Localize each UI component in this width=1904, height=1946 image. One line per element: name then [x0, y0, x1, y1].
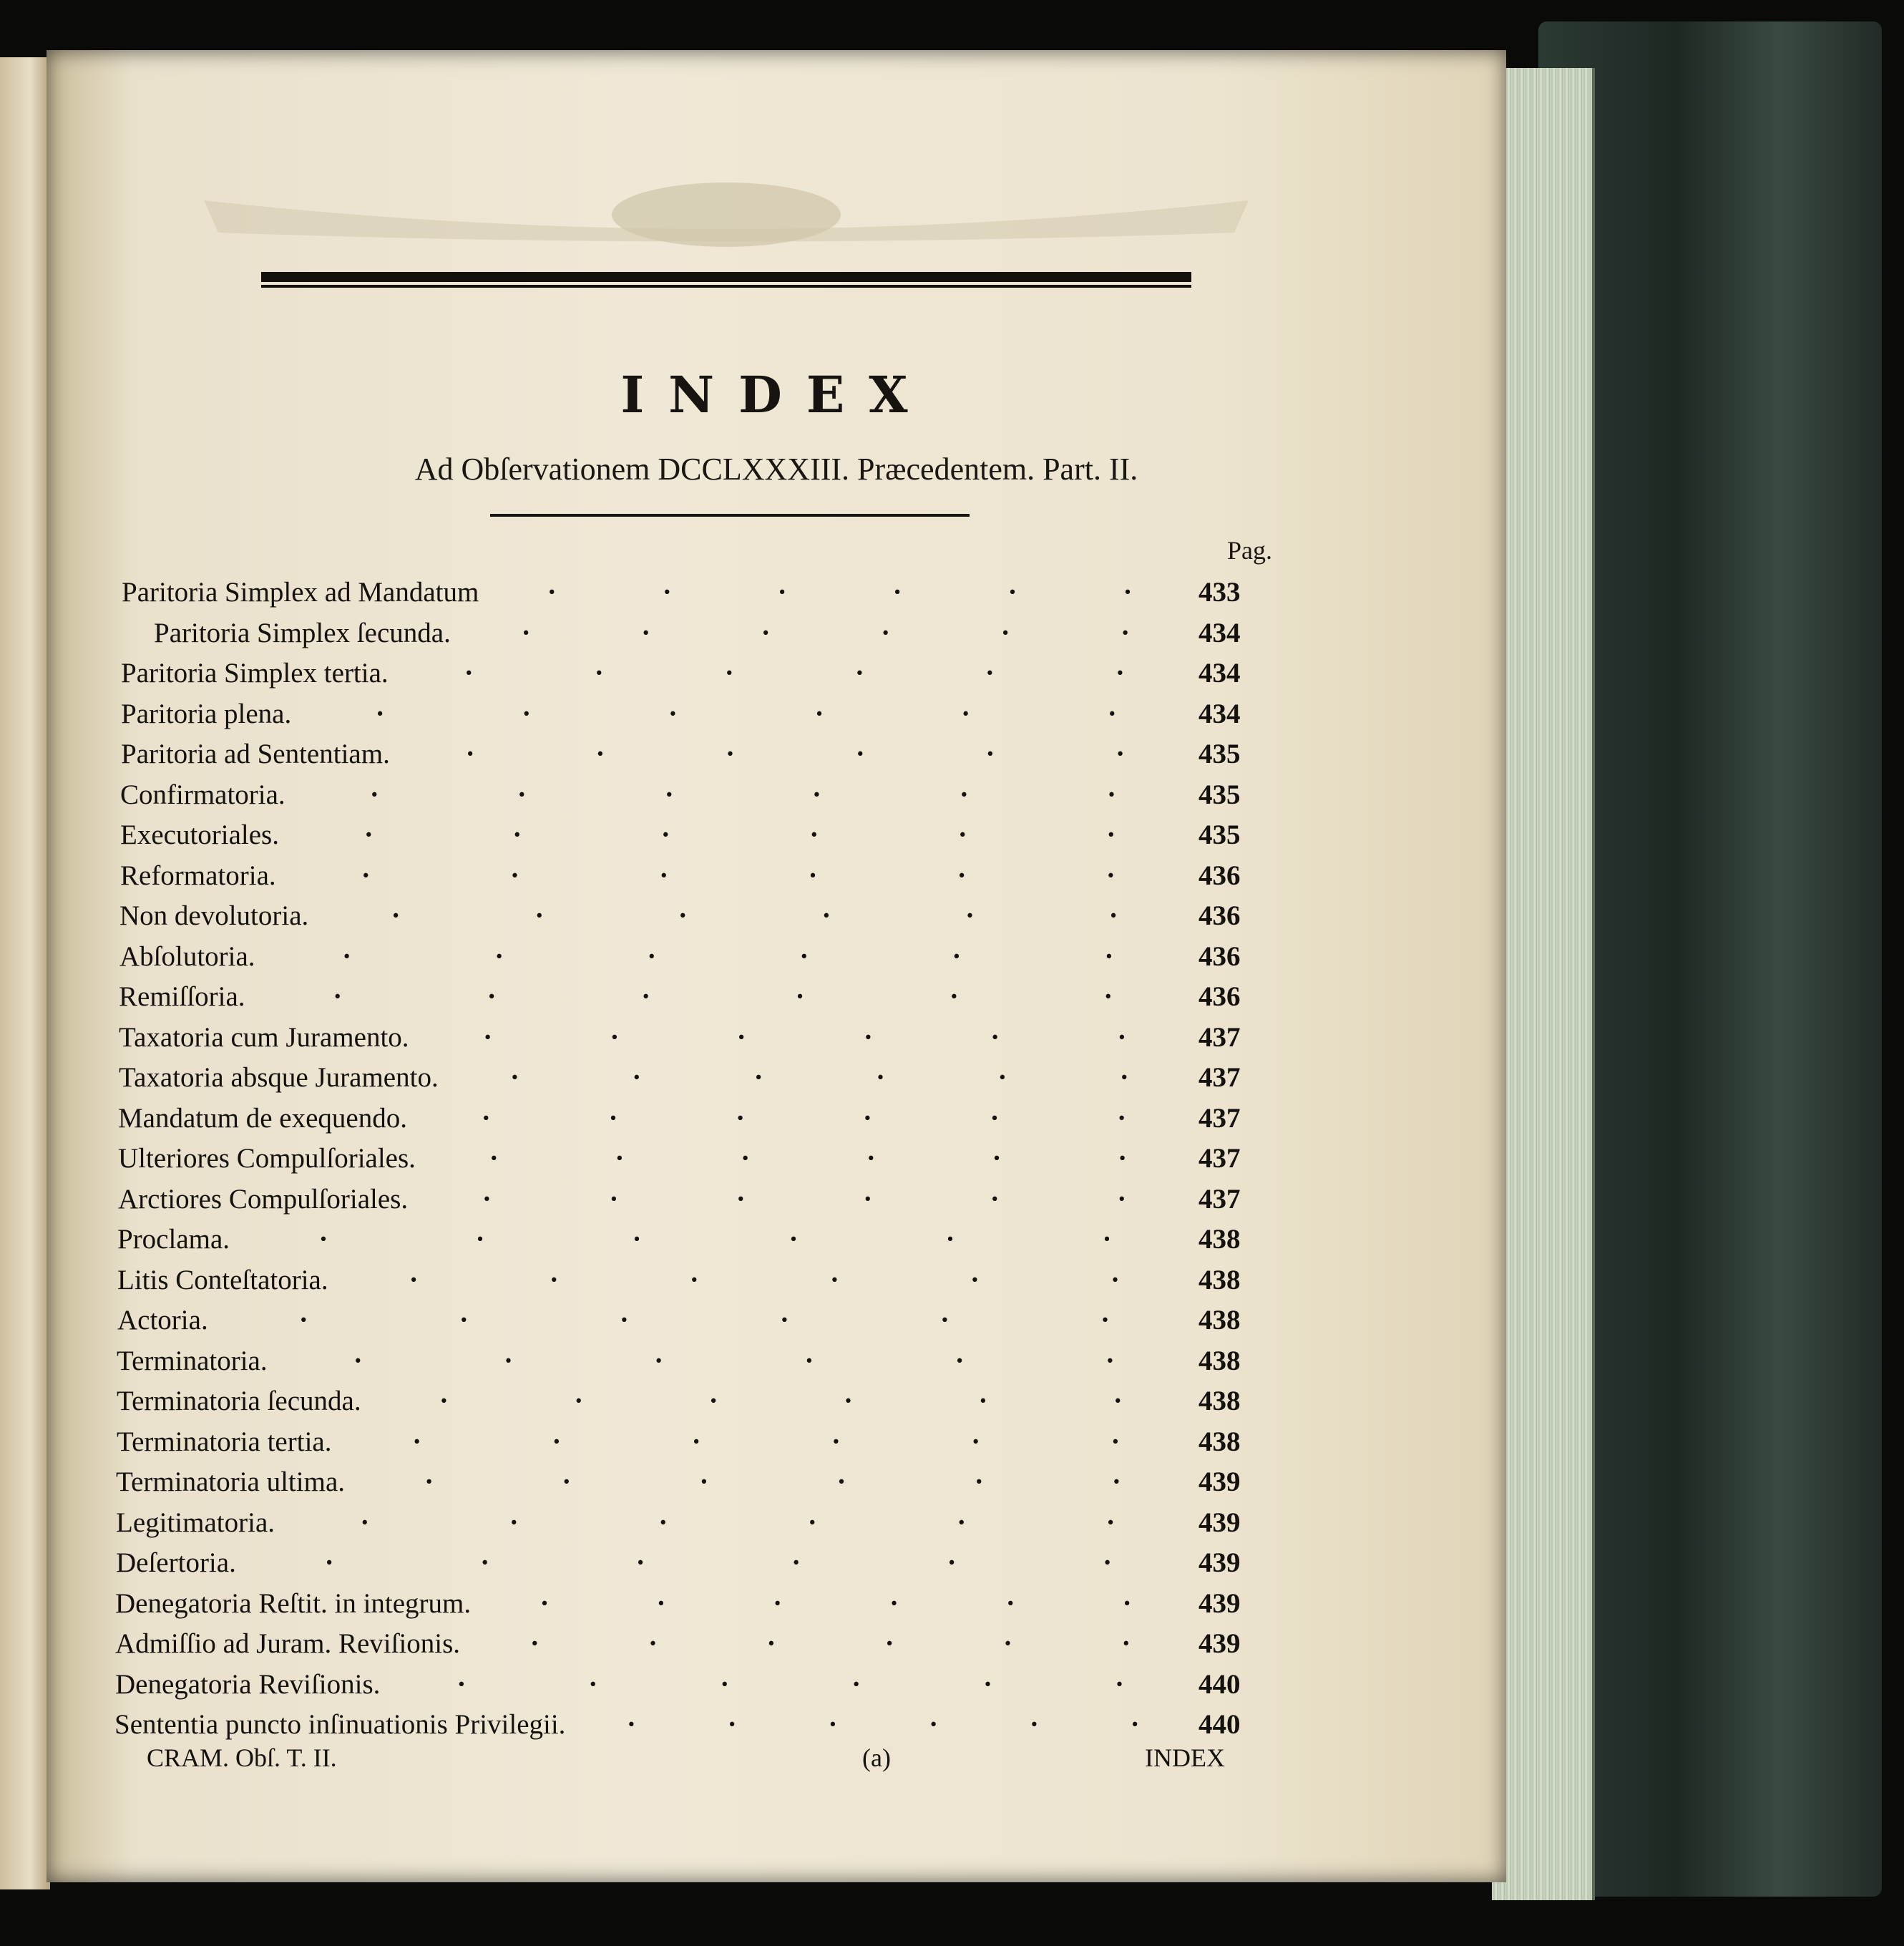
sheet-mark: (a): [862, 1743, 891, 1772]
index-entry: [119, 1021, 1256, 1061]
index-entry: [122, 576, 1256, 616]
index-entry: [116, 1507, 1256, 1547]
entry-page-number: 438: [1198, 1224, 1241, 1255]
page-subtitle: Ad Obſervationem DCCLXXXIII. Præcedentem. Part. II.: [414, 452, 1138, 487]
index-entry: [115, 1668, 1256, 1708]
entry-page-number: 438: [1198, 1265, 1241, 1295]
entry-label: Taxatoria cum Juramento.: [119, 1022, 409, 1053]
leader-dots: · · · · · ·: [626, 1709, 1140, 1740]
leader-dots: · · · · · ·: [481, 1103, 1127, 1134]
index-entry: [117, 1426, 1256, 1466]
page-edges: [1492, 68, 1595, 1900]
index-entry: [118, 1142, 1256, 1182]
entry-page-number: 437: [1198, 1103, 1241, 1134]
entry-page-number: 437: [1198, 1184, 1241, 1215]
entry-page-number: 434: [1198, 658, 1241, 689]
leader-dots: · · · · · ·: [424, 1466, 1121, 1497]
entry-page-number: 439: [1198, 1547, 1241, 1578]
entry-page-number: 436: [1198, 900, 1241, 931]
entry-page-number: 437: [1198, 1143, 1241, 1174]
headpiece-ornament: [197, 165, 1256, 301]
index-entry: [121, 698, 1256, 738]
signature-mark: CRAM. Obſ. T. II.: [147, 1743, 337, 1772]
leader-dots: · · · · · ·: [363, 819, 1116, 850]
leader-dots: · · · · · ·: [353, 1346, 1115, 1376]
leader-dots: · · · · · ·: [298, 1305, 1110, 1336]
page-title: INDEX: [620, 365, 932, 424]
leader-dots: · · · · · ·: [375, 699, 1117, 729]
title-rule: [490, 514, 970, 517]
leader-dots: · · · · · ·: [489, 1143, 1128, 1174]
index-entry: [119, 981, 1256, 1021]
index-entry: [117, 1304, 1256, 1344]
index-entry: [118, 1102, 1256, 1142]
entry-label: Paritoria plena.: [121, 699, 292, 729]
index-entry: [121, 738, 1256, 778]
entry-label: Taxatoria absque Juramento.: [119, 1062, 439, 1093]
leader-dots: · · · · · ·: [360, 1507, 1115, 1538]
leader-dots: · · · · · ·: [465, 739, 1126, 769]
entry-page-number: 439: [1198, 1628, 1241, 1659]
entry-label: Reformatoria.: [120, 860, 276, 891]
index-entry: [117, 1345, 1256, 1385]
entry-page-number: 434: [1198, 699, 1241, 729]
leader-dots: · · · · · ·: [324, 1547, 1113, 1578]
entry-label: Litis Conteſtatoria.: [117, 1265, 328, 1295]
entry-page-number: 433: [1198, 577, 1241, 608]
entry-page-number: 436: [1198, 981, 1241, 1012]
leader-dots: · · · · · ·: [342, 941, 1114, 972]
leader-dots: · · · · · ·: [369, 779, 1116, 810]
leader-dots: · · · · · ·: [412, 1426, 1121, 1457]
leader-dots: · · · · · ·: [391, 900, 1118, 931]
index-entry: [115, 1628, 1256, 1668]
entry-label: Arctiores Compulſoriales.: [118, 1184, 409, 1215]
index-entry: [119, 940, 1256, 981]
entry-label: Terminatoria tertia.: [117, 1426, 332, 1457]
index-entry: [116, 1466, 1256, 1506]
entry-label: Sententia puncto inſinuationis Privilegii.: [114, 1709, 566, 1740]
leader-dots: · · · · · ·: [464, 658, 1125, 689]
entry-page-number: 440: [1198, 1709, 1241, 1740]
leader-dots: · · · · · ·: [540, 1588, 1132, 1619]
catchword: INDEX: [1145, 1743, 1225, 1772]
index-entry: [120, 819, 1256, 859]
leader-dots: · · · · · ·: [439, 1386, 1123, 1416]
leader-dots: · · · · · ·: [483, 1022, 1127, 1053]
index-entry: [118, 1183, 1256, 1223]
entry-label: Denegatoria Reviſionis.: [115, 1669, 381, 1700]
leader-dots: · · · · · ·: [529, 1628, 1131, 1659]
entry-page-number: 437: [1198, 1062, 1241, 1093]
entry-page-number: 438: [1198, 1386, 1241, 1416]
entry-label: Executoriales.: [120, 819, 279, 850]
index-entry: [117, 1223, 1256, 1263]
entry-label: Non devolutoria.: [119, 900, 309, 931]
entry-label: Terminatoria.: [117, 1346, 268, 1376]
leader-dots: · · · · · ·: [361, 860, 1115, 891]
entry-label: Legitimatoria.: [116, 1507, 275, 1538]
entry-label: Paritoria Simplex tertia.: [121, 658, 389, 689]
leader-dots: · · · · · ·: [547, 577, 1133, 608]
leader-dots: · · · · · ·: [409, 1265, 1120, 1295]
entry-page-number: 434: [1198, 618, 1241, 648]
leader-dots: · · · · · ·: [457, 1669, 1124, 1700]
entry-label: Admiſſio ad Juram. Reviſionis.: [115, 1628, 461, 1659]
entry-label: Proclama.: [117, 1224, 230, 1255]
index-entry: [154, 617, 1256, 657]
entry-page-number: 438: [1198, 1426, 1241, 1457]
leader-dots: · · · · · ·: [521, 618, 1131, 648]
entry-page-number: 435: [1198, 819, 1241, 850]
index-entry: [120, 860, 1256, 900]
entry-label: Ulteriores Compulſoriales.: [118, 1143, 416, 1174]
entry-page-number: 440: [1198, 1669, 1241, 1700]
leader-dots: · · · · · ·: [509, 1062, 1129, 1093]
entry-label: Deſertoria.: [116, 1547, 236, 1578]
entry-label: Terminatoria ſecunda.: [117, 1386, 361, 1416]
entry-page-number: 438: [1198, 1346, 1241, 1376]
entry-label: Mandatum de exequendo.: [118, 1103, 407, 1134]
index-entry: [119, 900, 1256, 940]
entry-label: Terminatoria ultima.: [116, 1466, 345, 1497]
entry-label: Paritoria ad Sententiam.: [121, 739, 390, 769]
entry-label: Confirmatoria.: [120, 779, 285, 810]
leader-dots: · · · · · ·: [482, 1184, 1127, 1215]
leader-dots: · · · · · ·: [318, 1224, 1112, 1255]
index-entry: [120, 779, 1256, 819]
entry-page-number: 439: [1198, 1588, 1241, 1619]
entry-page-number: 438: [1198, 1305, 1241, 1336]
entry-page-number: 435: [1198, 779, 1241, 810]
entry-label: Actoria.: [117, 1305, 208, 1336]
index-entry: [117, 1264, 1256, 1304]
index-entry: [116, 1547, 1256, 1587]
entry-label: Abſolutoria.: [119, 941, 255, 972]
book-page: [47, 50, 1506, 1882]
entry-page-number: 436: [1198, 860, 1241, 891]
entry-label: Paritoria Simplex ad Mandatum: [122, 577, 479, 608]
index-entry: [117, 1385, 1256, 1425]
entry-page-number: 436: [1198, 941, 1241, 972]
page-column-header: Pag.: [1227, 536, 1272, 565]
entry-label: Denegatoria Reſtit. in integrum.: [115, 1588, 472, 1619]
facing-page-edge: [0, 57, 50, 1889]
entry-page-number: 435: [1198, 739, 1241, 769]
entry-label: Remiſſoria.: [119, 981, 245, 1012]
index-entry: [121, 657, 1256, 697]
leader-dots: · · · · · ·: [333, 981, 1113, 1012]
entry-page-number: 439: [1198, 1507, 1241, 1538]
entry-page-number: 439: [1198, 1466, 1241, 1497]
entry-label: Paritoria Simplex ſecunda.: [154, 618, 451, 648]
entry-page-number: 437: [1198, 1022, 1241, 1053]
index-entry: [119, 1061, 1256, 1101]
index-entry: [115, 1587, 1256, 1628]
